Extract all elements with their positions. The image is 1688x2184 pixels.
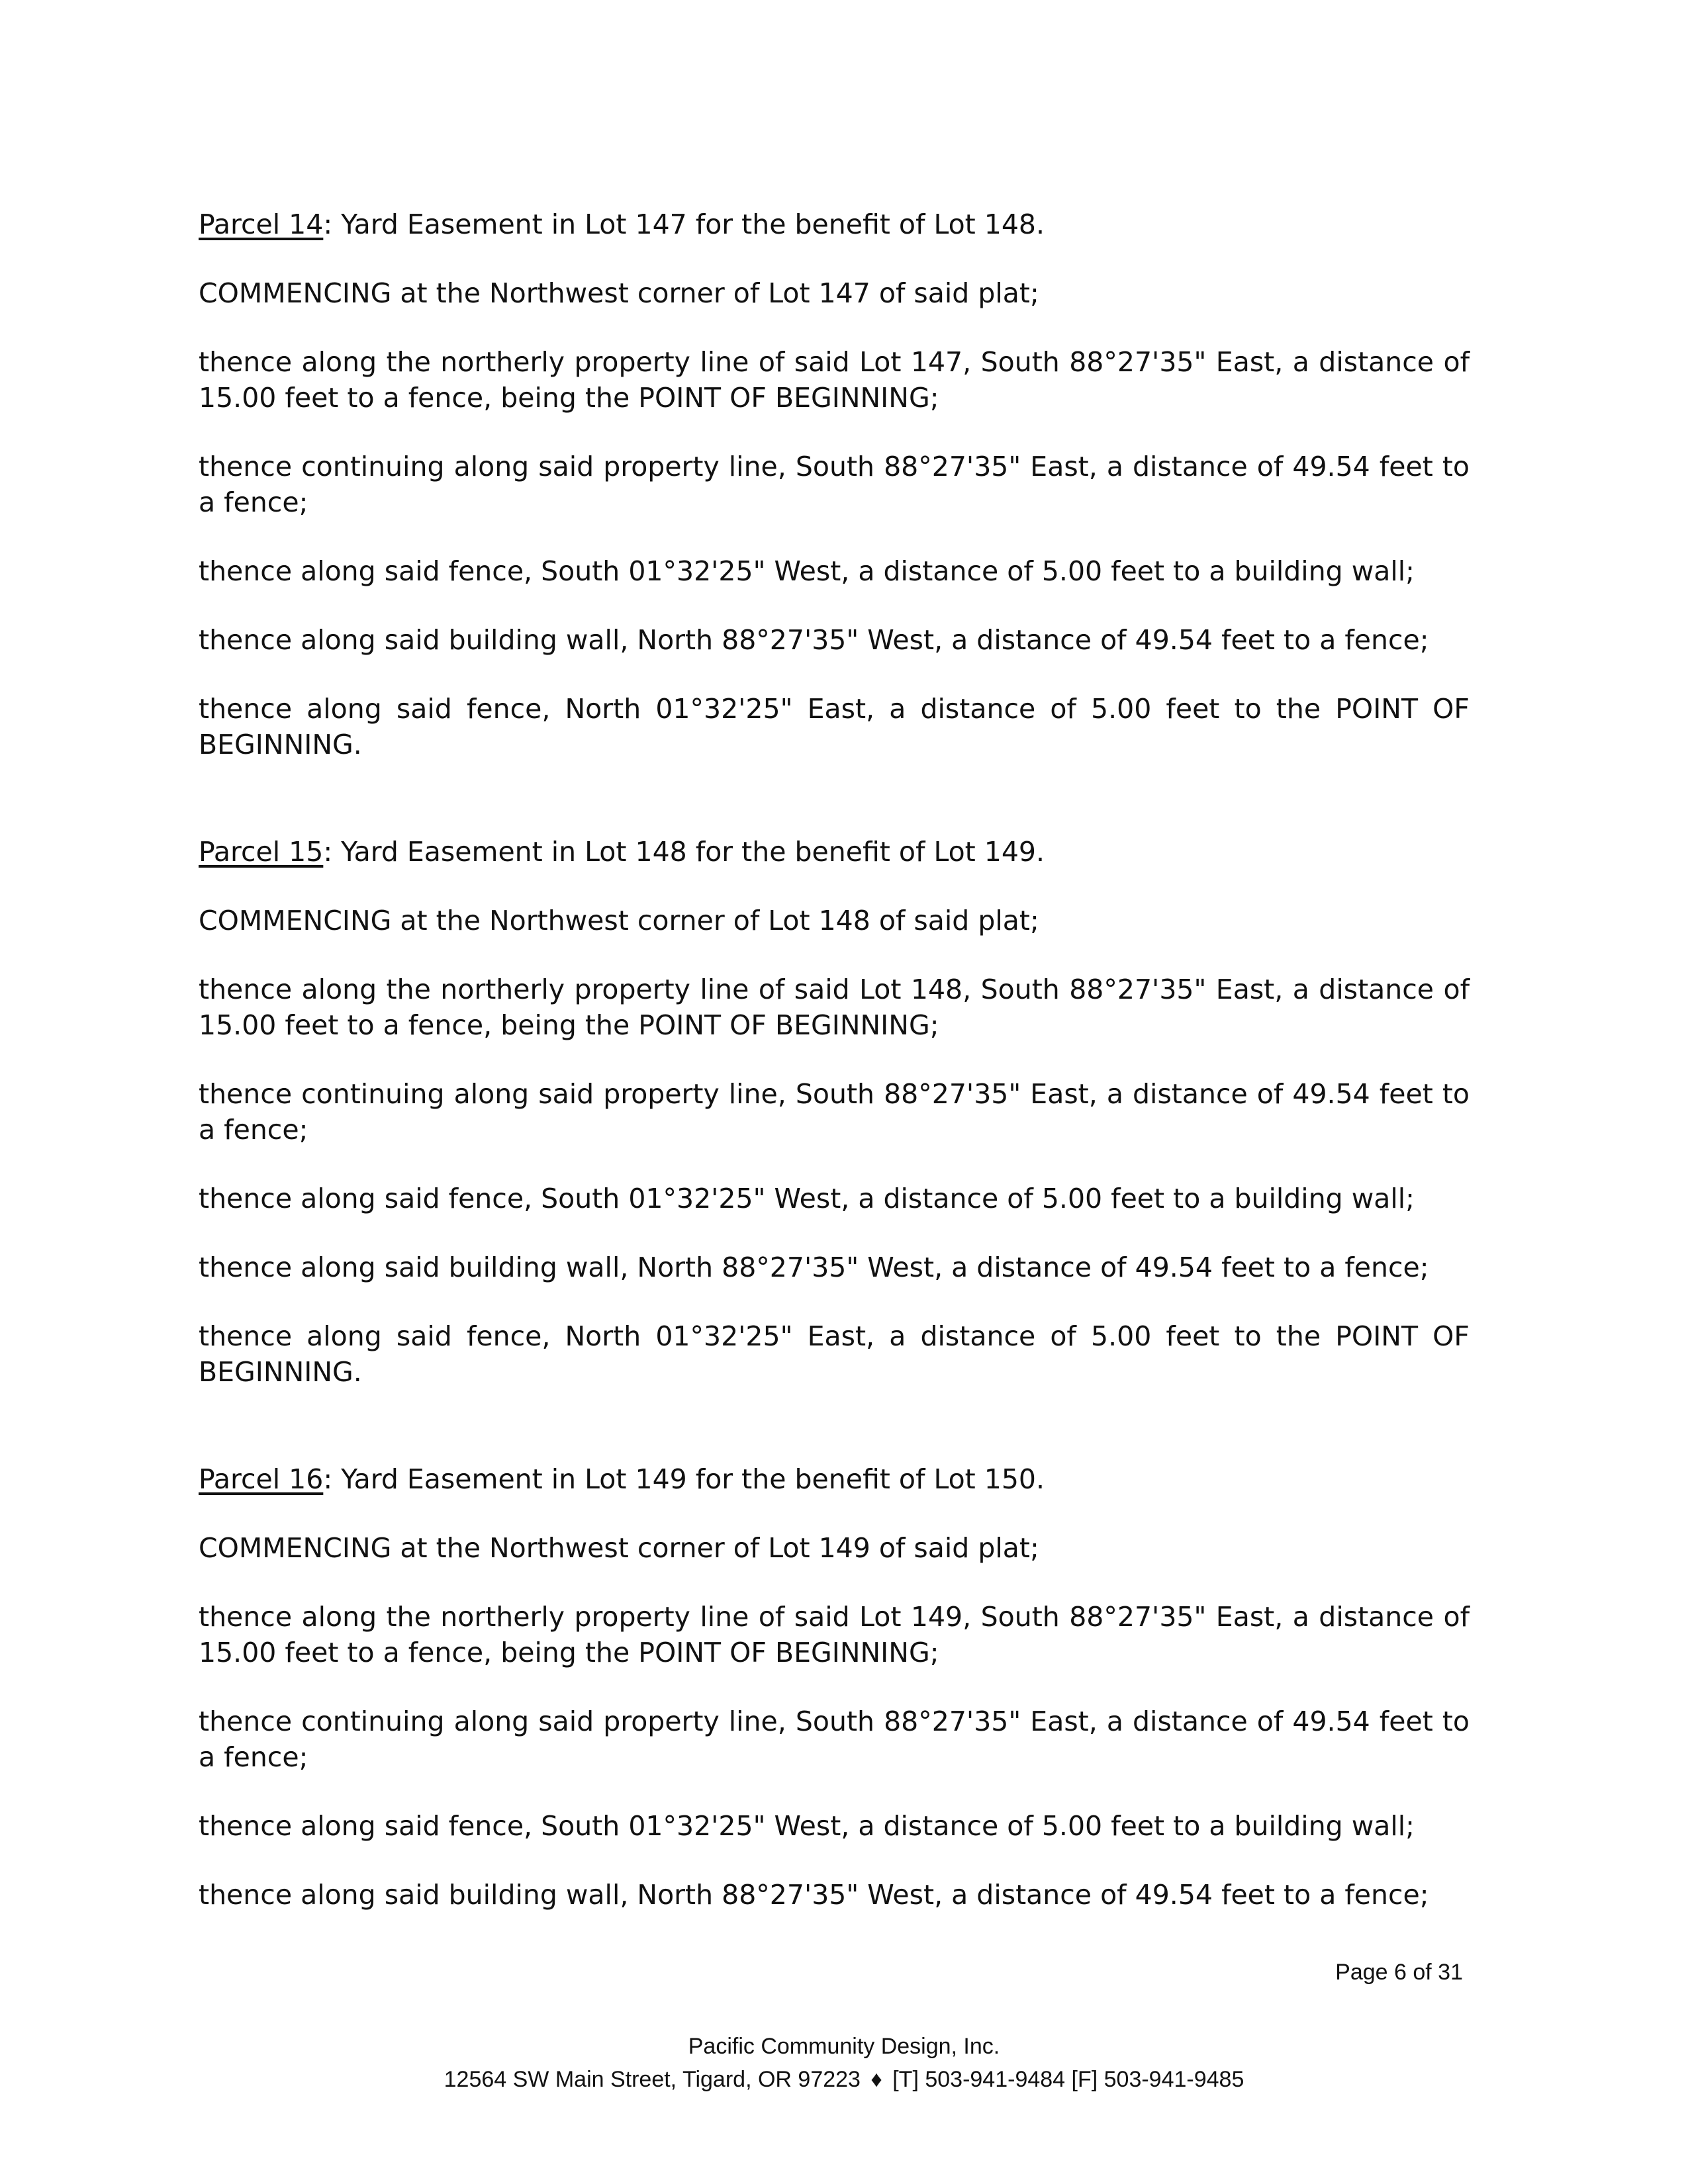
legal-description-paragraph: thence along said building wall, North 88°27'35" West, a distance of 49.54 feet to a fence; — [199, 1251, 1429, 1283]
page-number: Page 6 of 31 — [1335, 1960, 1463, 1985]
legal-description-paragraph: thence continuing along said property line, South 88°27'35" East, a distance of 49.54 feet to a fence; — [199, 451, 1470, 518]
footer-address: 12564 SW Main Street, Tigard, OR 97223 — [444, 2067, 861, 2092]
legal-description-paragraph: COMMENCING at the Northwest corner of Lot 149 of said plat; — [199, 1532, 1039, 1564]
legal-description-paragraph: thence along the northerly property line of said Lot 148, South 88°27'35" East, a distance of 15.00 feet to a fence, being the POINT OF BEGINNING; — [199, 974, 1470, 1041]
parcel-section — [199, 206, 1470, 762]
parcel-title: : Yard Easement in Lot 148 for the benefit of Lot 149. — [323, 836, 1045, 868]
parcel-heading — [199, 1461, 1470, 1497]
legal-description-paragraph: thence along said fence, North 01°32'25" East, a distance of 5.00 feet to the POINT OF BEGINNING. — [199, 1320, 1470, 1388]
parcel-title: : Yard Easement in Lot 149 for the benefit of Lot 150. — [323, 1463, 1045, 1495]
legal-description-paragraph: COMMENCING at the Northwest corner of Lot 148 of said plat; — [199, 905, 1039, 936]
legal-description-paragraph: thence continuing along said property line, South 88°27'35" East, a distance of 49.54 feet to a fence; — [199, 1706, 1470, 1773]
legal-description-paragraph: thence along the northerly property line of said Lot 149, South 88°27'35" East, a distance of 15.00 feet to a fence, being the POINT OF BEGINNING; — [199, 1601, 1470, 1668]
legal-description-paragraph: thence along the northerly property line of said Lot 147, South 88°27'35" East, a distance of 15.00 feet to a fence, being the POINT OF BEGINNING; — [199, 346, 1470, 414]
footer-company-name: Pacific Community Design, Inc. — [688, 2034, 1000, 2059]
parcel-heading — [199, 834, 1470, 870]
legal-description-paragraph: thence along said fence, South 01°32'25" West, a distance of 5.00 feet to a building wall; — [199, 1183, 1415, 1214]
legal-description-paragraph: thence along said fence, South 01°32'25" West, a distance of 5.00 feet to a building wall; — [199, 555, 1415, 587]
parcel-label: Parcel 16 — [199, 1463, 324, 1495]
parcel-section — [199, 1461, 1470, 1913]
legal-description-paragraph: COMMENCING at the Northwest corner of Lot 147 of said plat; — [199, 277, 1039, 309]
parcel-title: : Yard Easement in Lot 147 for the benefit of Lot 148. — [323, 208, 1045, 240]
legal-description-paragraph: thence along said fence, North 01°32'25" East, a distance of 5.00 feet to the POINT OF BEGINNING. — [199, 693, 1470, 760]
parcel-label: Parcel 14 — [199, 208, 324, 240]
parcel-heading — [199, 206, 1470, 242]
footer-contact-line — [0, 2065, 1688, 2094]
document-body — [199, 206, 1470, 1946]
footer-phone-fax: [T] 503-941-9484 [F] 503-941-9485 — [892, 2067, 1244, 2092]
legal-description-paragraph: thence along said fence, South 01°32'25" West, a distance of 5.00 feet to a building wall; — [199, 1810, 1415, 1842]
legal-description-paragraph: thence continuing along said property line, South 88°27'35" East, a distance of 49.54 feet to a fence; — [199, 1078, 1470, 1146]
legal-description-paragraph: thence along said building wall, North 88°27'35" West, a distance of 49.54 feet to a fence; — [199, 624, 1429, 656]
diamond-separator-icon: ♦ — [870, 2067, 882, 2092]
legal-description-paragraph: thence along said building wall, North 88°27'35" West, a distance of 49.54 feet to a fence; — [199, 1879, 1429, 1911]
parcel-section — [199, 834, 1470, 1390]
parcel-label: Parcel 15 — [199, 836, 324, 868]
